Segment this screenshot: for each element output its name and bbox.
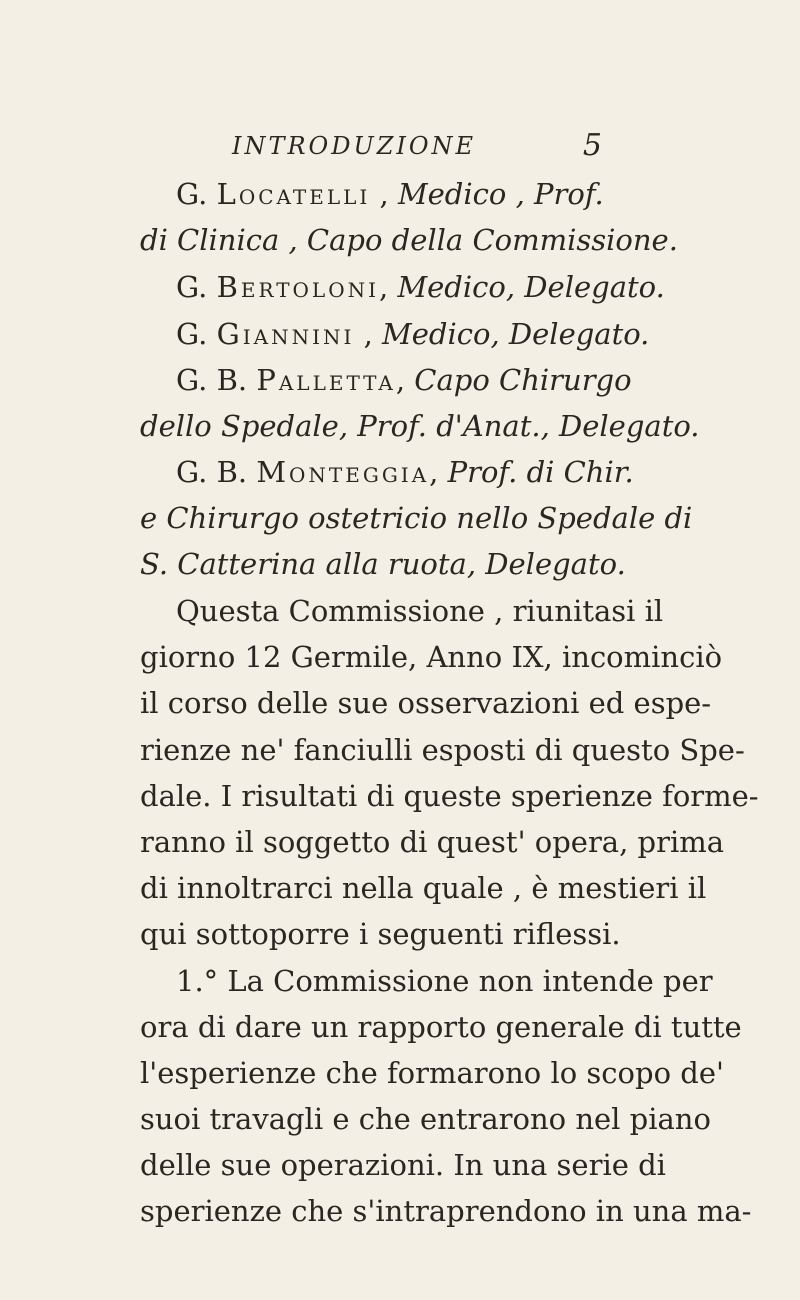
member-title: Medico , Prof. <box>397 177 604 211</box>
body-line-13: delle sue operazioni. In una serie di <box>140 1148 666 1182</box>
member-monteggia-line-1 <box>176 455 634 489</box>
member-initial: G. <box>176 317 208 351</box>
member-surname: Bertoloni <box>216 270 380 304</box>
member-initial: G. B. <box>176 455 248 489</box>
member-title: Prof. di Chir. <box>447 455 634 489</box>
member-separator: , <box>354 317 383 351</box>
body-line-5: dale. I risultati di queste sperienze forme- <box>140 779 759 813</box>
member-surname: Monteggia <box>256 455 430 489</box>
member-locatelli-line-1 <box>176 177 604 211</box>
running-title: INTRODUZIONE <box>232 132 477 160</box>
member-separator: , <box>395 363 415 397</box>
body-line-7: di innoltrarci nella quale , è mestieri il <box>140 871 707 905</box>
body-line-11: l'esperienze che formarono lo scopo de' <box>140 1056 724 1090</box>
body-line-3: il corso delle sue osservazioni ed espe- <box>140 686 712 720</box>
member-palletta-line-1 <box>176 363 632 397</box>
member-monteggia-line-3: S. Catterina alla ruota, Delegato. <box>140 547 626 581</box>
member-monteggia-line-2: e Chirurgo ostetricio nello Spedale di <box>140 501 693 535</box>
member-initial: G. B. <box>176 363 248 397</box>
member-separator: , <box>370 177 398 211</box>
body-line-6: ranno il soggetto di quest' opera, prima <box>140 825 725 859</box>
body-line-14: sperienze che s'intraprendono in una ma- <box>140 1194 752 1228</box>
member-title: Medico, Delegato. <box>382 317 650 351</box>
member-initial: G. <box>176 270 208 304</box>
member-title: Capo Chirurgo <box>414 363 632 397</box>
member-surname: Giannini <box>216 317 355 351</box>
body-line-9: 1.° La Commissione non intende per <box>176 964 713 998</box>
member-separator: , <box>379 270 398 304</box>
running-head <box>232 128 602 168</box>
member-surname: Locatelli <box>216 177 371 211</box>
body-line-2: giorno 12 Germile, Anno IX, incominciò <box>140 640 723 674</box>
member-separator: , <box>429 455 448 489</box>
member-giannini <box>176 317 650 351</box>
member-palletta-line-2: dello Spedale, Prof. d'Anat., Delegato. <box>140 409 700 443</box>
member-initial: G. <box>176 177 208 211</box>
member-surname: Palletta <box>256 363 396 397</box>
body-line-12: suoi travagli e che entrarono nel piano <box>140 1102 711 1136</box>
body-line-8: qui sottoporre i seguenti riflessi. <box>140 917 621 951</box>
member-bertoloni <box>176 270 665 304</box>
body-line-1: Questa Commissione , riunitasi il <box>176 594 664 628</box>
member-title: Medico, Delegato. <box>397 270 665 304</box>
body-line-10: ora di dare un rapporto generale di tutte <box>140 1010 742 1044</box>
member-locatelli-line-2: di Clinica , Capo della Commissione. <box>140 223 678 257</box>
body-line-4: rienze ne' fanciulli esposti di questo Spe- <box>140 733 745 767</box>
page-number: 5 <box>582 128 602 163</box>
